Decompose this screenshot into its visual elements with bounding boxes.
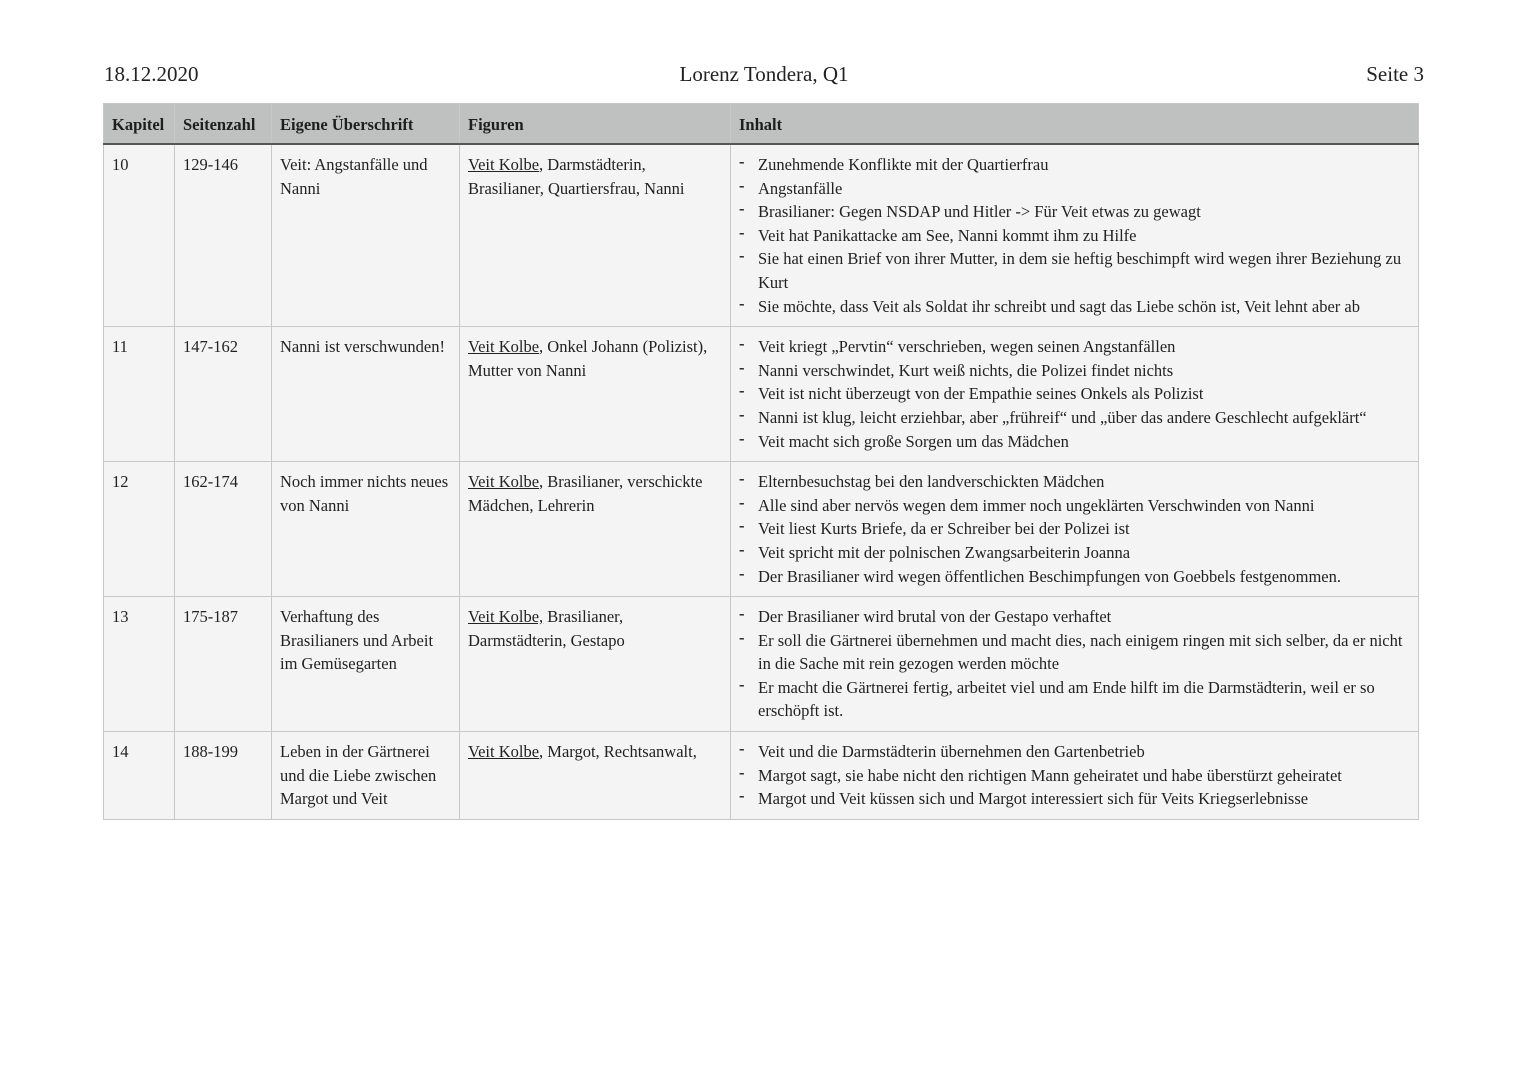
list-item: - Veit ist nicht überzeugt von der Empathie seines Onkels als Polizist: [739, 382, 1410, 406]
list-item: - Veit und die Darmstädterin übernehmen den Gartenbetrieb: [739, 740, 1410, 764]
cell-figuren: [460, 462, 731, 597]
figure-others: , Darmstädterin, Brasilianer, Quartiersfrau, Nanni: [468, 155, 685, 198]
cell-ueberschrift: Noch immer nichts neues von Nanni: [272, 462, 460, 597]
cell-kapitel: 13: [104, 597, 175, 732]
cell-kapitel: 11: [104, 327, 175, 462]
column-header-figuren: Figuren: [460, 104, 731, 145]
cell-kapitel: 10: [104, 144, 175, 327]
table-row: [104, 144, 1419, 327]
list-item: - Er soll die Gärtnerei übernehmen und macht dies, nach einigem ringen mit sich selber, da er nicht in die Sache mit rein gezogen werden möchte: [739, 629, 1410, 676]
list-item: - Er macht die Gärtnerei fertig, arbeitet viel und am Ende hilft im die Darmstädterin, weil er so erschöpft ist.: [739, 676, 1410, 723]
table-row: [104, 327, 1419, 462]
cell-figuren: [460, 597, 731, 732]
list-item: - Zunehmende Konflikte mit der Quartierfrau: [739, 153, 1410, 177]
cell-seitenzahl: 188-199: [175, 732, 272, 820]
column-header-kapitel: Kapitel: [104, 104, 175, 145]
cell-figuren: [460, 327, 731, 462]
list-item: - Veit spricht mit der polnischen Zwangsarbeiterin Joanna: [739, 541, 1410, 565]
figure-main-character: Veit Kolbe: [468, 155, 540, 174]
page-header: [104, 62, 1424, 94]
content-list: [739, 605, 1410, 723]
list-item: - Nanni verschwindet, Kurt weiß nichts, die Polizei findet nichts: [739, 359, 1410, 383]
cell-inhalt: [731, 327, 1419, 462]
header-author: Lorenz Tondera, Q1: [679, 62, 849, 86]
cell-inhalt: [731, 144, 1419, 327]
chapter-summary-table: [103, 103, 1419, 820]
figure-main-character: Veit Kolbe,: [468, 607, 544, 627]
table-row: [104, 597, 1419, 732]
content-list: [739, 740, 1410, 811]
list-item: - Nanni ist klug, leicht erziehbar, aber „frühreif“ und „über das andere Geschlecht aufgeklärt“: [739, 406, 1410, 430]
list-item: - Der Brasilianer wird brutal von der Gestapo verhaftet: [739, 605, 1410, 629]
table-body: [104, 144, 1419, 819]
list-item: - Veit liest Kurts Briefe, da er Schreiber bei der Polizei ist: [739, 517, 1410, 541]
cell-seitenzahl: 129-146: [175, 144, 272, 327]
cell-figuren: [460, 732, 731, 820]
cell-kapitel: 14: [104, 732, 175, 820]
content-list: [739, 335, 1410, 453]
cell-seitenzahl: 175-187: [175, 597, 272, 732]
cell-figuren: [460, 144, 731, 327]
cell-seitenzahl: 162-174: [175, 462, 272, 597]
list-item: - Veit macht sich große Sorgen um das Mädchen: [739, 430, 1410, 454]
table-row: [104, 462, 1419, 597]
list-item: - Der Brasilianer wird wegen öffentlichen Beschimpfungen von Goebbels festgenommen.: [739, 565, 1410, 589]
list-item: - Elternbesuchstag bei den landverschickten Mädchen: [739, 470, 1410, 494]
list-item: - Brasilianer: Gegen NSDAP und Hitler -> Für Veit etwas zu gewagt: [739, 200, 1410, 224]
list-item: - Veit hat Panikattacke am See, Nanni kommt ihm zu Hilfe: [739, 224, 1410, 248]
figure-main-character: Veit Kolbe: [468, 472, 540, 492]
cell-inhalt: [731, 597, 1419, 732]
content-list: [739, 153, 1410, 318]
cell-ueberschrift: Leben in der Gärtnerei und die Liebe zwischen Margot und Veit: [272, 732, 460, 820]
figure-main-character: Veit Kolbe: [468, 742, 540, 762]
header-date: 18.12.2020: [104, 62, 199, 86]
list-item: - Veit kriegt „Pervtin“ verschrieben, wegen seinen Angstanfällen: [739, 335, 1410, 359]
list-item: - Sie hat einen Brief von ihrer Mutter, in dem sie heftig beschimpft wird wegen ihrer Beziehung zu Kurt: [739, 247, 1410, 294]
list-item: - Margot und Veit küssen sich und Margot interessiert sich für Veits Kriegserlebnisse: [739, 787, 1410, 811]
table-header-row: [104, 104, 1419, 145]
column-header-inhalt: Inhalt: [731, 104, 1419, 145]
content-list: [739, 470, 1410, 588]
list-item: - Sie möchte, dass Veit als Soldat ihr schreibt und sagt das Liebe schön ist, Veit lehnt aber ab: [739, 295, 1410, 319]
figure-others: , Onkel Johann (Polizist), Mutter von Nanni: [468, 337, 708, 380]
header-page-number: Seite 3: [1366, 62, 1424, 86]
figure-others: , Brasilianer, verschickte Mädchen, Lehrerin: [468, 472, 703, 515]
figure-others: , Margot, Rechtsanwalt,: [539, 742, 697, 762]
column-header-seitenzahl: Seitenzahl: [175, 104, 272, 145]
column-header-ueberschrift: Eigene Überschrift: [272, 104, 460, 145]
figure-main-character: Veit Kolbe: [468, 337, 540, 357]
cell-inhalt: [731, 462, 1419, 597]
cell-ueberschrift: Verhaftung des Brasilianers und Arbeit im Gemüsegarten: [272, 597, 460, 732]
cell-seitenzahl: 147-162: [175, 327, 272, 462]
table-row: [104, 732, 1419, 820]
cell-inhalt: [731, 732, 1419, 820]
list-item: - Angstanfälle: [739, 177, 1410, 201]
figure-others: Brasilianer, Darmstädterin, Gestapo: [468, 607, 625, 650]
list-item: - Margot sagt, sie habe nicht den richtigen Mann geheiratet und habe überstürzt geheiratet: [739, 764, 1410, 788]
cell-ueberschrift: Veit: Angstanfälle und Nanni: [272, 144, 460, 327]
list-item: - Alle sind aber nervös wegen dem immer noch ungeklärten Verschwinden von Nanni: [739, 494, 1410, 518]
cell-ueberschrift: Nanni ist verschwunden!: [272, 327, 460, 462]
cell-kapitel: 12: [104, 462, 175, 597]
